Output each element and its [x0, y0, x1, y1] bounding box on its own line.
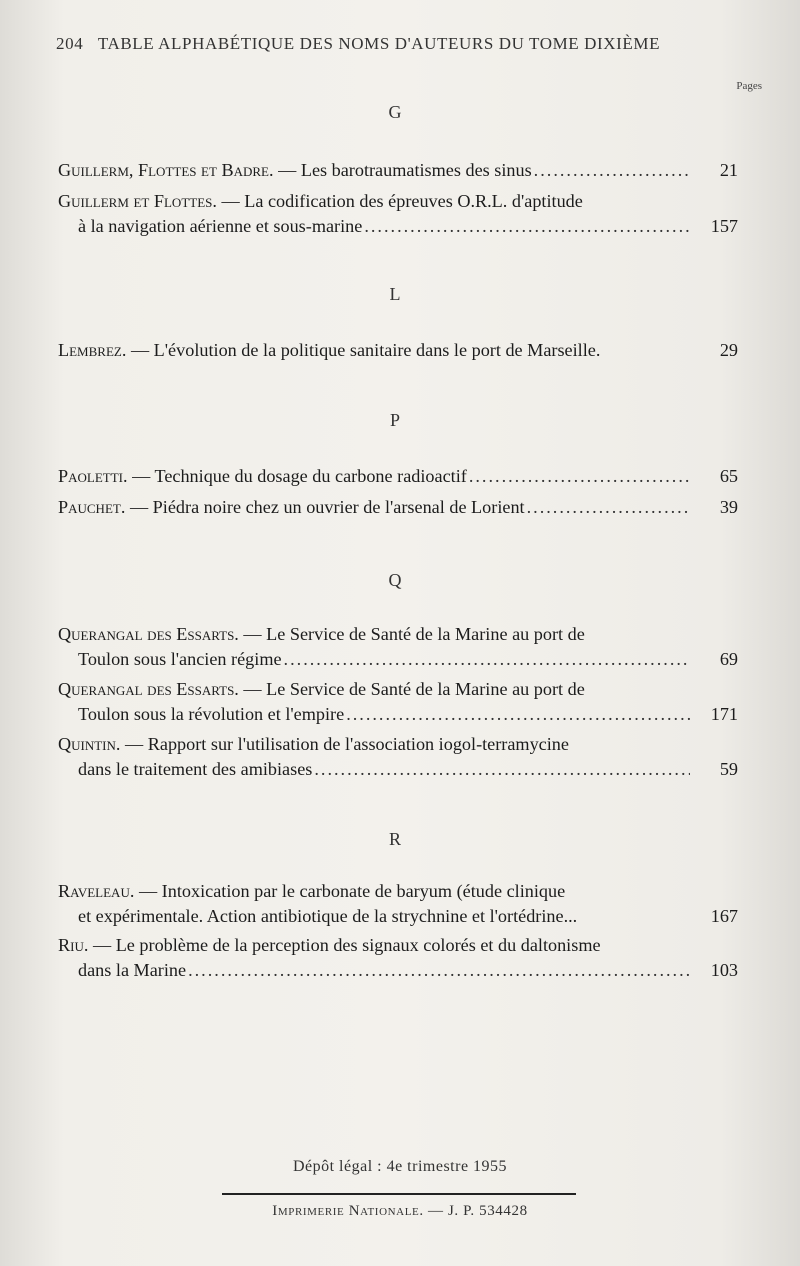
entry-title-continued: dans la Marine	[78, 960, 187, 980]
page-ref: 59	[719, 759, 738, 779]
index-entry	[58, 495, 738, 520]
page-ref: 167	[710, 906, 738, 926]
leader-dots	[314, 757, 690, 782]
section-letter-g: G	[388, 102, 402, 122]
entry-title: — Le Service de Santé de la Marine au port de	[243, 679, 585, 699]
legal-deposit: Dépôt légal : 4e trimestre 1955	[292, 1158, 508, 1175]
entry-title: — Le problème de la perception des signaux colorés et du daltonisme	[92, 935, 601, 955]
section-letter-l: L	[389, 284, 401, 304]
entry-title: — Intoxication par le carbonate de baryum (étude clinique	[138, 881, 566, 901]
page-number: 204	[56, 34, 84, 53]
author-name: Guillerm, Flottes et Badre.	[58, 160, 274, 180]
page-ref: 171	[710, 704, 738, 724]
entry-title-continued: Toulon sous la révolution et l'empire	[78, 704, 345, 724]
entry-title: — Technique du dosage du carbone radioactif	[132, 466, 467, 486]
leader-dots	[469, 464, 690, 489]
entry-title: — L'évolution de la politique sanitaire dans le port de Marseille.	[130, 340, 601, 360]
section-letter-q: Q	[388, 570, 402, 590]
index-entry	[58, 732, 738, 782]
page-ref: 39	[719, 497, 738, 517]
leader-dots	[346, 702, 690, 727]
index-entry	[58, 677, 738, 727]
author-name: Paoletti.	[58, 466, 128, 486]
author-name: Guillerm et Flottes.	[58, 191, 217, 211]
page-title: TABLE ALPHABÉTIQUE DES NOMS D'AUTEURS DU TOME DIXIÈME	[97, 34, 661, 53]
entry-title-continued: dans le traitement des amibiases	[78, 759, 313, 779]
page-ref: 103	[710, 960, 738, 980]
author-name: Raveleau.	[58, 881, 135, 901]
index-entry	[58, 338, 738, 363]
leader-dots	[534, 158, 690, 183]
author-name: Querangal des Essarts.	[58, 624, 239, 644]
index-entry	[58, 933, 738, 983]
leader-dots	[364, 214, 690, 239]
author-name: Riu.	[58, 935, 89, 955]
section-letter-r: R	[388, 829, 401, 849]
page-ref: 65	[719, 466, 738, 486]
index-entry	[58, 622, 738, 672]
index-entry	[58, 464, 738, 489]
leader-dots	[188, 958, 690, 983]
entry-title: — Rapport sur l'utilisation de l'association iogol-terramycine	[125, 734, 569, 754]
entry-title: — Le Service de Santé de la Marine au port de	[243, 624, 585, 644]
printer-imprint: Imprimerie Nationale. — J. P. 534428	[272, 1203, 528, 1219]
divider	[222, 1193, 576, 1195]
page-ref: 21	[719, 160, 738, 180]
section-letter-p: P	[389, 410, 400, 430]
index-entry	[58, 879, 738, 929]
page-ref: 157	[710, 216, 738, 236]
author-name: Querangal des Essarts.	[58, 679, 239, 699]
page-ref: 29	[719, 340, 738, 360]
author-name: Pauchet.	[58, 497, 126, 517]
entry-title: — Piédra noire chez un ouvrier de l'arsenal de Lorient	[129, 497, 525, 517]
entry-title: — La codification des épreuves O.R.L. d'aptitude	[221, 191, 583, 211]
entry-title-continued: à la navigation aérienne et sous-marine	[78, 216, 363, 236]
entry-title: — Les barotraumatismes des sinus	[278, 160, 532, 180]
index-entry	[58, 158, 738, 183]
author-name: Lembrez.	[58, 340, 127, 360]
author-name: Quintin.	[58, 734, 121, 754]
entry-title-continued: Toulon sous l'ancien régime	[78, 649, 282, 669]
leader-dots	[527, 495, 690, 520]
index-entry	[58, 189, 738, 239]
pages-column-label: Pages	[736, 80, 762, 92]
running-head	[56, 34, 746, 54]
entry-title-continued: et expérimentale. Action antibiotique de la strychnine et l'ortédrine...	[78, 906, 578, 926]
leader-dots	[284, 647, 690, 672]
page-ref: 69	[719, 649, 738, 669]
